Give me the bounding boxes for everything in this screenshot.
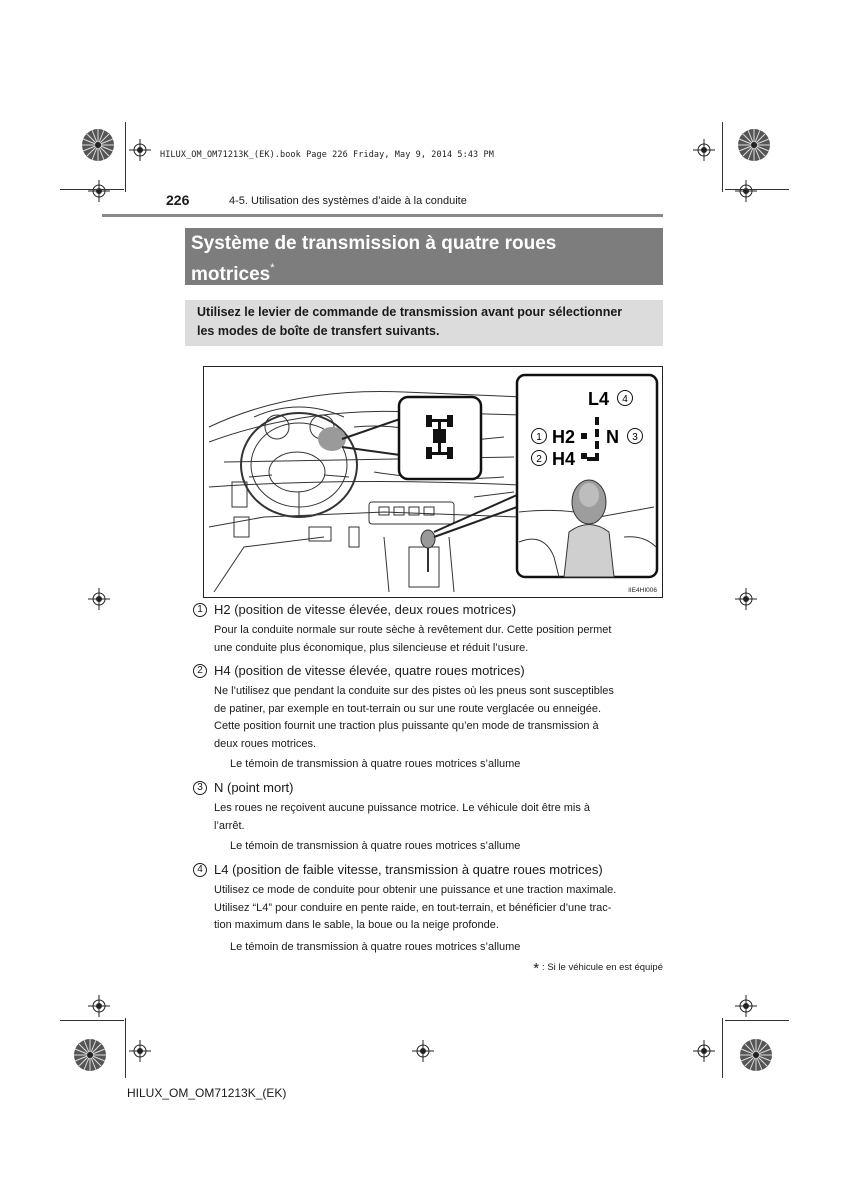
item-3-title: N (point mort) (214, 780, 294, 795)
figure-label-h4: H4 (552, 449, 576, 469)
registration-mark-icon (129, 139, 151, 161)
item-4-note: Le témoin de transmission à quatre roues motrices s’allume (230, 941, 521, 953)
title-asterisk: * (270, 262, 275, 274)
item-number-2: 2 (193, 664, 207, 678)
intro-line-2: les modes de boîte de transfert suivants. (197, 324, 440, 338)
dashboard-illustration (203, 366, 663, 598)
registration-mark-icon (693, 1040, 715, 1062)
color-rosette-icon (737, 128, 771, 162)
registration-mark-icon (129, 1040, 151, 1062)
item-2-line-2: de patiner, par exemple en tout-terrain ou sur une route verglacée ou enneigée. (214, 702, 602, 715)
registration-mark-icon (88, 995, 110, 1017)
item-number-4: 4 (193, 863, 207, 877)
item-4-line-2: Utilisez “L4” pour conduire en pente raide, en tout-terrain, et bénéficier d’une trac- (214, 901, 612, 914)
registration-mark-icon (735, 588, 757, 610)
item-1-line-1: Pour la conduite normale sur route sèche à revêtement dur. Cette position permet (214, 624, 612, 636)
item-4-description (214, 882, 659, 935)
cockpit-drawing (204, 367, 663, 598)
registration-mark-icon (693, 139, 715, 161)
footnote-asterisk: * (533, 960, 540, 977)
footnote-text: : Si le véhicule en est équipé (542, 962, 663, 973)
section-title (185, 228, 663, 285)
title-line-2-text: motrices (191, 264, 271, 285)
item-2-description (214, 683, 659, 753)
registration-mark-icon (735, 180, 757, 202)
header-rule (102, 214, 663, 217)
intro-box (185, 300, 663, 346)
item-number-3: 3 (193, 781, 207, 795)
item-number-1: 1 (193, 603, 207, 617)
item-4-line-1: Utilisez ce mode de conduite pour obtenir une puissance et une traction maximale. (214, 884, 617, 896)
figure-num-2: 2 (536, 454, 542, 465)
item-2-line-3: Cette position fournit une traction plus puissante qu’en mode de transmission à (214, 720, 599, 732)
color-rosette-icon (81, 128, 115, 162)
color-rosette-icon (73, 1038, 107, 1072)
figure-label-n: N (606, 427, 619, 447)
registration-mark-icon (88, 588, 110, 610)
item-3-description (214, 800, 659, 835)
footer-document-code: HILUX_OM_OM71213K_(EK) (127, 1086, 287, 1100)
item-2-note: Le témoin de transmission à quatre roues motrices s’allume (230, 758, 521, 770)
intro-line-1: Utilisez le levier de commande de transmission avant pour sélectionner (197, 305, 623, 319)
item-2-line-4: deux roues motrices. (214, 737, 317, 750)
figure-num-3: 3 (632, 432, 638, 443)
figure-code: IIE4HI006 (628, 587, 657, 594)
item-2-title: H4 (position de vitesse élevée, quatre roues motrices) (214, 663, 525, 678)
item-1-description (214, 622, 659, 657)
footnote (533, 960, 663, 977)
registration-mark-icon (412, 1040, 434, 1062)
registration-mark-icon (735, 995, 757, 1017)
title-line-1: Système de transmission à quatre roues (191, 233, 557, 254)
item-3-line-1: Les roues ne reçoivent aucune puissance motrice. Le véhicule doit être mis à (214, 802, 591, 814)
item-3-line-2: l’arrêt. (214, 819, 245, 832)
page-number: 226 (166, 192, 190, 208)
figure-label-l4: L4 (588, 389, 610, 409)
figure-num-4: 4 (622, 394, 628, 405)
color-rosette-icon (739, 1038, 773, 1072)
item-4-title: L4 (position de faible vitesse, transmission à quatre roues motrices) (214, 862, 603, 877)
figure-label-h2: H2 (552, 427, 576, 447)
item-1-title: H2 (position de vitesse élevée, deux roues motrices) (214, 602, 517, 617)
item-3-note: Le témoin de transmission à quatre roues motrices s’allume (230, 840, 521, 852)
print-job-info: HILUX_OM_OM71213K_(EK).book Page 226 Friday, May 9, 2014 5:43 PM (160, 150, 494, 160)
section-breadcrumb: 4-5. Utilisation des systèmes d’aide à la conduite (229, 195, 467, 207)
registration-mark-icon (88, 180, 110, 202)
figure-num-1: 1 (536, 432, 542, 443)
item-1-line-2: une conduite plus économique, plus silencieuse et réduit l’usure. (214, 641, 529, 654)
title-line-2 (191, 256, 657, 287)
item-4-line-3: tion maximum dans le sable, la boue ou la neige profonde. (214, 919, 499, 931)
item-2-line-1: Ne l’utilisez que pendant la conduite sur des pistes où les pneus sont susceptibles (214, 685, 614, 697)
